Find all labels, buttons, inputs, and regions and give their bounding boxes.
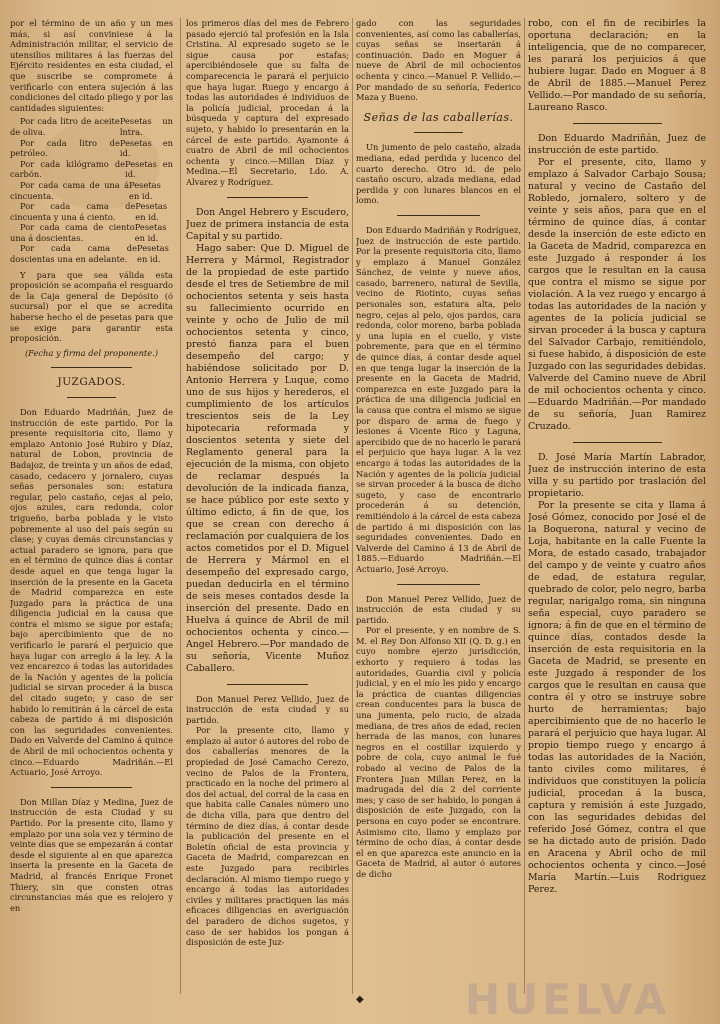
fee-list <box>10 116 173 264</box>
signature-note: (Fecha y firma del proponente.) <box>24 347 159 358</box>
separator <box>397 584 480 585</box>
proposal-closing: Y para que sea válida esta proposición se acompaña el resguardo de la Caja general de Depósito (ó sucursal) por el que se acredita haberse hecho el de pesetas para que se exige para garantir esta proposición. <box>10 269 173 344</box>
separator <box>51 367 133 368</box>
fee-row: Por cada cama de ciento una á doscientas. Pesetas en id. <box>10 222 167 243</box>
column-3 <box>356 18 521 994</box>
notice-continuation: gado con las seguridades convenientes, así como las caballerías, cuyas señas se insertarán á continuación. Dado en Moguer á nueve de Abril de mil ochocientos ochenta y cinco.—Manuel P. Vellido.—Por mandado de su señoría, Federico Maza y Bueno. <box>356 18 521 103</box>
fee-row: Por cada kilógramo de carbón. Pesetas en id. <box>10 158 173 180</box>
notice-heading-perez-vellido-2: Don Manuel Perez Vellido, Juez de instrucción de esta ciudad y su partido. <box>356 593 521 625</box>
notice-body-martin-labrador: Por la presente se cita y llama á José Gómez, conocido por José el de la Boquerona, natural y vecino de Loja, habitante en la calle Fuente la Mora, de estado casado, trabajador del campo y de veinte y cuatro años de edad, de estatura regular, quebrado de color, pelo negro, barba regular, narigalgo roma, sin ninguna seña especial, cuyo paradero se ignora; á fin de que en el término de quince días, contados desde la inserción de esta requisitoria en la Gaceta de Madrid, se presente en este Juzgado á responder de los cargos que le resultan en causa que contra él y otro se instruye sobre hurto de herramientas; bajo apercibimiento que de no hacerlo le parará el perjuicio que haya lugar. Al propio tiempo ruego y encargo á todas las autoridades de la Nación, tanto civiles como militares, é individuos que constituyen la policía judicial, procedan á la busca, captura y remisión á este Juzgado, con las seguridades debidas del referido José Gómez, contra el que se ha dictado auto de prisión. Dado en Aracena y Abril ocho de mil ochocientos ochenta y cinco.—José María Martín.—Luis Rodriguez Perez. <box>528 500 706 895</box>
notice-continuation: robo, con el fin de recibirles la oportuna declaración; en la inteligencia, que de no comparecer, les parará los perjuicios á que hubiere lugar. Dado en Moguer á 8 de Abril de 1885.—Manuel Perez Vellido.—Por mandado de su señoría, Laureano Rasco. <box>528 18 706 113</box>
section-title-horses: Señas de las caballerías. <box>363 110 514 124</box>
separator <box>51 787 133 788</box>
horse-description: Un jumento de pelo castaño, alzada mediana, edad perdida y lucenco del cuarto derecho. Otro id. de pelo castaño oscuro, alzada mediana, edad perdida y con lunares blancos en el lomo. <box>356 142 521 206</box>
notice-millan-diaz: Don Millan Díaz y Medina, Juez de instrucción de esta Ciudad y su Partido. Por la presente cito, llamo y emplazo por una sola vez y término de veinte días que se empezarán á contar desde el siguiente al en que aparezca inserta la presente en la Gaceta de Madrid, al francés Enrique Fronet Thiery, sin que consten otras circunstancias más que es relojero y en <box>10 796 173 913</box>
proposal-text: por el término de un año y un mes más, si así conviniese á la Administración militar, el servicio de utensilios militares á las fuerzas del Ejército residentes en esta ciudad, el que suscribe se compromete á verificarlo con entera sujeción á las condiciones del citado pliego y por las cantidades siguientes: <box>10 18 173 113</box>
separator <box>397 215 480 216</box>
archive-watermark: HUELVA <box>465 975 671 1024</box>
column-rule <box>524 18 525 994</box>
notice-continuation: los primeros días del mes de Febrero pasado ejerció tal profesión en la Isla Cristina. Al expresado sugeto se le sigue causa por estafas; apercibiéndosele que su falta de comparecencia le parará el perjuicio que haya lugar. Ruego y encargo á todas las autoridades é individuos de la policía judicial, procedan á la búsqueda y captura del expresado sujeto, y habido lo presentarán en la cárcel de este partido. Ayamonte á cuatro de Abril de mil ochocientos ochenta y cinco.—Millan Díaz y Medina.—El Secretario, Ldo. A. Alvarez y Rodríguez. <box>186 18 349 187</box>
section-title-juzgados: JUZGADOS. <box>57 376 126 389</box>
separator <box>67 397 116 398</box>
notice-heading-perez-vellido: Don Manuel Perez Vellido, Juez de instrucción de esta ciudad y su partido. <box>186 693 349 725</box>
column-rule <box>352 18 353 994</box>
notice-body-hebrero: Hago saber: Que D. Miguel de Herrera y Mármol, Registrador de la propiedad de este partido desde el tres de Setiembre de mil ochocientos setenta y seis hasta su fallecimiento ocurrido en veinte y ocho de Julio de mil ochocientos setenta y cinco, prestó fianza para el buen desempeño del cargo; y habiéndose solicitado por D. Antonio Herrera y Luque, como uno de sus hijos y herederos, el cumplimiento de los artículos trescientos seis de la Ley hipotecaria reformada y doscientos setenta y siete del Reglamento general para la ejecución de la misma, con objeto de reclamar después la devolución de la indicada fianza, se hace público por este sexto y último edicto, á fin de que, los que se crean con derecho á reclamación por cualquiera de los actos cometidos por el D. Miguel de Herrera y Mármol en el desempeño del expresado cargo, puedan deducirla en el término de seis meses contados desde la inserción del presente. Dado en Huelva á quince de Abril de mil ochocientos ochenta y cinco.—Angel Hebrero.—Por mandado de su señoría, Vicente Muñoz Caballero. <box>186 242 349 674</box>
column-1 <box>10 18 173 994</box>
notice-madrinan-gonzalez: Don Eduardo Madriñán y Rodríguez, Juez de instrucción de este partido. Por la presente requisitoria cito, llamo y emplazo á Manuel González Sánchez, de veinte y nueve años, casado, barrenero, natural de Sevilla, vecino de Riotinto, cuyas señas personales son, estatura alta, pelo negro, cejas al pelo, ojos pardos, cara redonda, color moreno, barba poblada y una lupia en el cuello, y viste pobremente, para que en el término de quince días, á contar desde aquel en que tenga lugar la inserción de la presente en la Gaceta de Madrid, comparezca en este Juzgado para la práctica de una diligencia judicial en la causa que contra el mismo se sigue por disparo de arma de fuego y lesiones á Vicente Rico y Laguna, apercibido que de no hacerlo le parará el perjuicio que haya lugar. A la vez encargo á todas las autoridades de la Nación y agentes de la policía judicial se sirvan proceder á la busca de dicho sugeto, y caso de encontrarlo procederán á su detención, remitiéndolo á la cárcel de esta cabeza de partido á mi disposición con las seguridades convenientes. Dado en Valverde del Camino á 13 de Abril de 1885.—Eduardo Madriñán.—El Actuario, José Arroyo. <box>356 224 521 574</box>
column-4 <box>528 18 706 994</box>
separator <box>227 684 309 685</box>
fee-row: Por cada litro de aceite de oliva. Pesetas un lntra. <box>10 116 173 137</box>
separator <box>573 123 662 124</box>
notice-madrinan-rubiro: Don Eduardo Madriñán, Juez de instrucción de este partido. Por la presente requisitoria cito, llamo y emplazo Antonio José Rubiro y Díaz, natural de Lobon, provincia de Badajoz, de treinta y un años de edad, casado, cedacero y jornalero, cuyas señas personales son: estatura regular, pelo castaño, cejas al pelo, ojos azules, cara redonda, color trigueño, barba poblada y le visto pobremente al uso del país según su clase; y cuyas demás circunstancias y actual paradero se ignora, para que en el término de quince días á contar desde aquel en que tenga lugar la inserción de la presente en la Gaceta de Madrid comparezca en este Juzgado para la práctica de una diligencia judicial en la causa que contra el mismo se sigue por estafa; bajo apercibimiento que de no verificarlo le parará el perjuicio que haya lugar con arreglo á la ley. A la vez encarezco á todas las autoridades de la Nación y agentes de la policía judicial se sirvan proceder á la busca del citado sugeto; y caso de ser habido lo remitirán á la cárcel de esta cabeza de partido á mi disposición con las seguridades convenientes. Dado en Valverde del Camino á quince de Abril de mil ochocientos ochenta y cinco.—Eduardo Madriñán.—El Actuario, José Arroyo. <box>10 407 173 778</box>
fee-row: Por cada cama de una á cincuenta. Pesetas en id. <box>10 179 161 201</box>
column-rule <box>180 18 181 994</box>
separator <box>573 442 662 443</box>
footer-ornament-icon: ◆ <box>356 994 364 1005</box>
separator <box>227 197 309 198</box>
fee-row: Por cada cama de cincuenta y una á ciento. Pesetas en id. <box>10 201 168 222</box>
separator <box>414 132 464 133</box>
notice-heading-hebrero: Don Angel Hebrero y Escudero, Juez de primera instancia de esta Capital y su partido. <box>186 206 349 242</box>
fee-row: Por cada litro de petróleo. Pesetas en id. <box>10 137 173 159</box>
notice-body-madrinan-carbajo: Por el presente, cito, llamo y emplazo á Salvador Carbajo Sousa; natural y vecino de Castaño del Robledo, jornalero, soltero y de veinte y seis años, para que en el término de quince días, á contar desde la inserción de este edicto en la Gaceta de Madrid, comparezca en este Juzgado á responder á los cargos que le resultan en la causa que contra el mismo se sigue por violación. A la vez ruego y encargo á todas las autoridades de la nación y agentes de la policía judicial se sirvan proceder á la busca y captura del Salvador Carbajo, remitiéndolo, si fuese habido, á disposición de este Juzgado con las seguridades debidas. Valverde del Camino nueve de Abril de mil ochocientos ochenta y cinco.—Eduardo Madriñán.—Por mandado de su señoría, Juan Ramirez Cruzado. <box>528 157 706 432</box>
notice-body-perez-vellido-2: Por el presente, y en nombre de S. M. el Rey Don Alfonso XII (Q. D. g.) en cuyo nombre ejerzo jurisdicción, exhorto y requiero á todas las autoridades, Guardia civil y policía judicial, y en el mío les pido y encargo la práctica de cuantas diligencias crean conducentes para la busca de una jumenta, pelo rucio, de alzada mediana, de tres años de edad, recien herrada de las manos, con lunares negros en el costillar izquierdo y pobre de cola, cuyo animal le fué robado al vecino de Palos de la Frontera Juan Millan Perez, en la madrugada del día 2 del corriente mes; y caso de ser habido, lo pongan á disposición de este Juzgado, con la persona en cuyo poder se encontrare. Asimismo cito, llamo y emplazo por término de ocho días, á contar desde el en que aparezca este anuncio en la Gaceta de Madrid, al autor ó autores de dicho <box>356 625 521 879</box>
column-2 <box>186 18 349 994</box>
notice-heading-martin-labrador: D. José María Martín Labrador, Juez de instrucción interino de esta villa y su partido por traslación del propietario. <box>528 452 706 499</box>
notice-body-perez-vellido: Por la presente cito, llamo y emplazo al autor ó autores del robo de dos caballerías menores de la propiedad de José Camacho Cerezo, vecino de Palos de la Frontera, practicado en la noche del primero al dos del actual, del corral de la casa en que habita calle Canales número uno de dicha villa, para que dentro del término de diez días, á contar desde la publicación del presente en el Boletín oficial de esta provincia y Gaceta de Madrid, comparezcan en este Juzgado para recibirles declaración. Al mismo tiempo ruego y encargo á todas las autoridades civiles y militares practiquen las más eficaces diligencias en averiguación del paradero de dichos sugetos, y caso de ser habidos los pongan á disposición de este Juz- <box>186 725 349 948</box>
notice-heading-madrinan-carbajo: Don Eduardo Madriñán, Juez de instrucción de este partido. <box>528 133 706 156</box>
fee-row: Por cada cama de doscientas una en adelante. Pesetas en id. <box>10 243 169 265</box>
